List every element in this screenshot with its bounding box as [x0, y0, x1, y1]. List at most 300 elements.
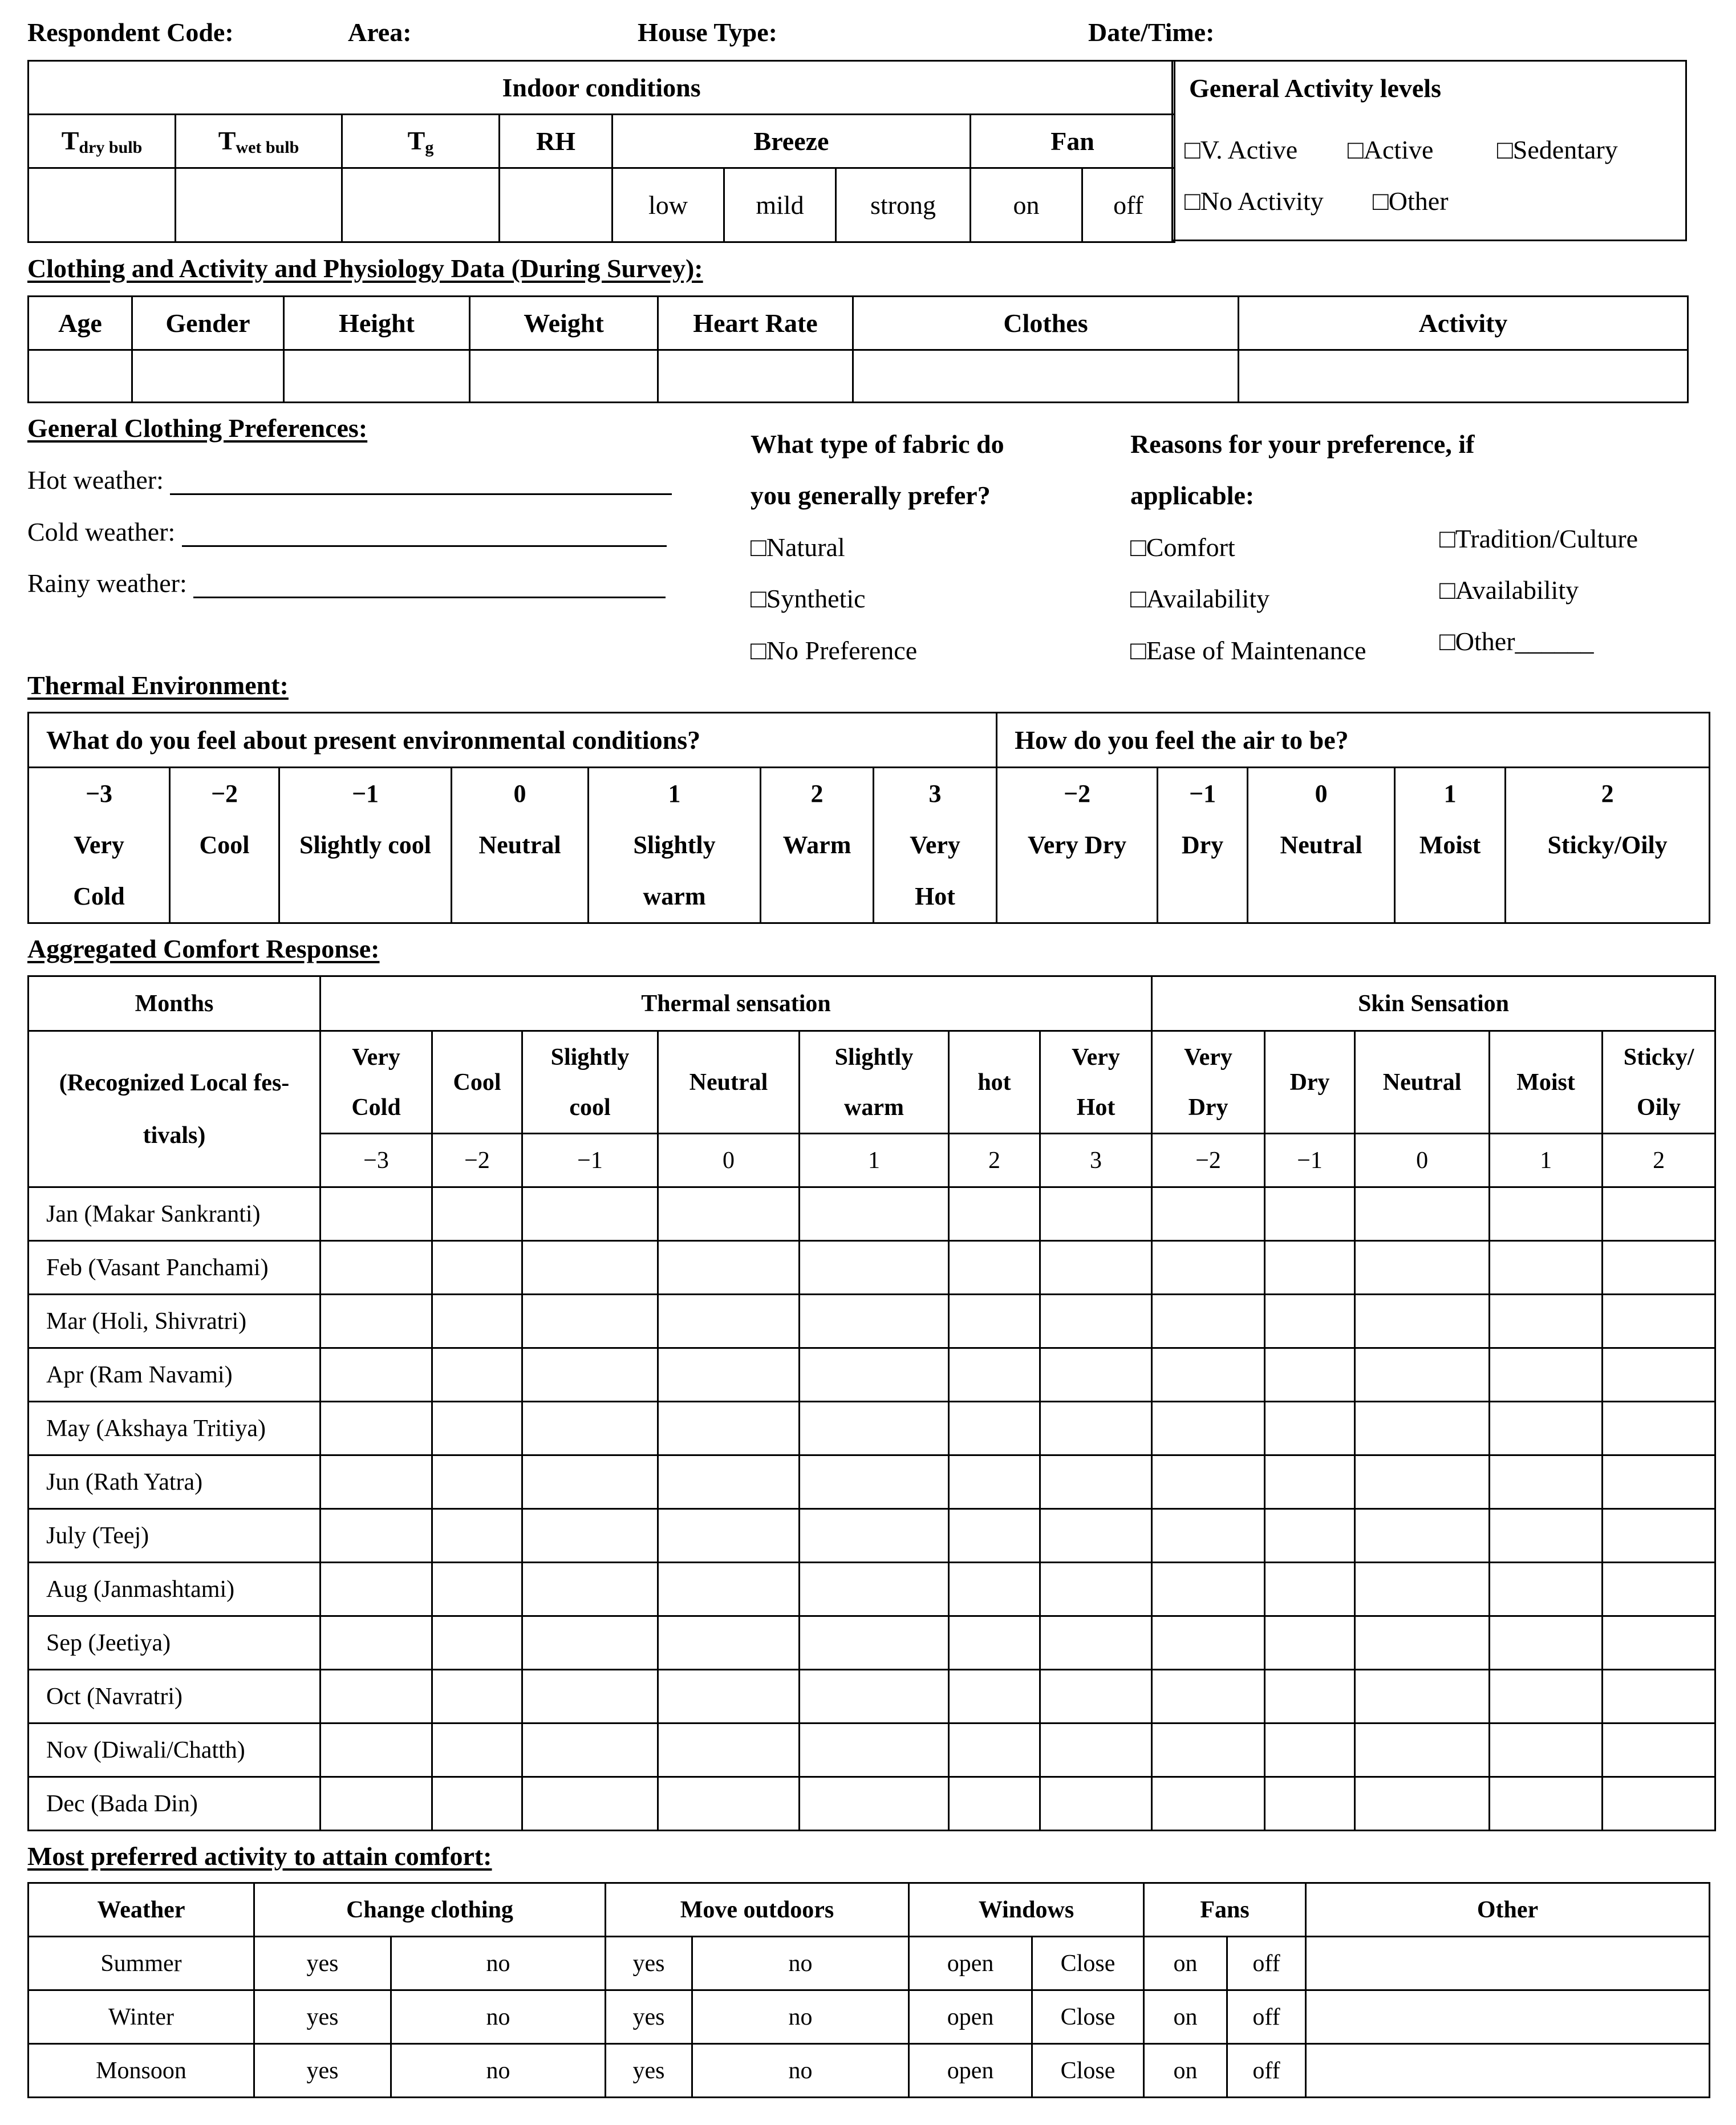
checkbox-availability[interactable]: □Availability [1130, 584, 1270, 613]
rating-cell[interactable] [658, 1563, 800, 1616]
checkbox-tradition-culture[interactable]: □Tradition/Culture [1439, 524, 1638, 553]
rating-cell[interactable] [1152, 1348, 1265, 1402]
rating-cell[interactable] [949, 1563, 1040, 1616]
rating-cell[interactable] [321, 1616, 432, 1670]
pref-row-winter [29, 1990, 1710, 2044]
rating-cell[interactable] [1152, 1563, 1265, 1616]
pref-header-windows: Windows [909, 1883, 1144, 1937]
pref-option-no[interactable]: no [692, 1937, 909, 1990]
rating-cell[interactable] [1265, 1348, 1355, 1402]
rating-cell[interactable] [321, 1777, 432, 1831]
rating-cell[interactable] [1490, 1402, 1603, 1455]
t-wet-bulb-input[interactable] [176, 168, 342, 242]
rating-cell[interactable] [800, 1348, 949, 1402]
rating-cell[interactable] [949, 1509, 1040, 1563]
rating-cell[interactable] [1603, 1777, 1715, 1831]
col-weight: Weight [470, 297, 658, 350]
fabric-question-line2: you generally prefer? [751, 481, 991, 510]
rating-cell[interactable] [432, 1670, 522, 1723]
month-row [29, 1241, 1715, 1295]
rating-cell[interactable] [1355, 1241, 1490, 1295]
rating-cell[interactable] [1152, 1723, 1265, 1777]
rating-cell[interactable] [1603, 1348, 1715, 1402]
pref-option-yes[interactable]: yes [254, 1990, 391, 2044]
heart-rate-input[interactable] [658, 350, 853, 403]
rating-cell[interactable] [1603, 1563, 1715, 1616]
month-label: Aug (Janmashtami) [29, 1563, 321, 1616]
clothing-activity-table [27, 295, 1689, 403]
pref-row-summer [29, 1937, 1710, 1990]
pref-option-no[interactable]: no [692, 2044, 909, 2098]
rating-cell[interactable] [658, 1777, 800, 1831]
gender-input[interactable] [132, 350, 284, 403]
rating-cell[interactable] [949, 1670, 1040, 1723]
rating-cell[interactable] [1152, 1241, 1265, 1295]
thermal-option-cool[interactable]: −2 Cool [170, 768, 279, 923]
rating-cell[interactable] [1603, 1295, 1715, 1348]
rating-cell[interactable] [522, 1455, 658, 1509]
rating-cell[interactable] [522, 1777, 658, 1831]
rating-cell[interactable] [800, 1616, 949, 1670]
rating-cell[interactable] [1152, 1670, 1265, 1723]
preferred-activity-table [27, 1882, 1710, 2098]
rating-cell[interactable] [432, 1723, 522, 1777]
rating-cell[interactable] [658, 1187, 800, 1241]
rating-cell[interactable] [949, 1295, 1040, 1348]
thermal-environment-table [27, 712, 1710, 924]
rating-cell[interactable] [800, 1723, 949, 1777]
rh-header: RH [500, 115, 613, 168]
rating-cell[interactable] [1040, 1348, 1152, 1402]
rainy-weather-label: Rainy weather: [27, 569, 187, 598]
date-time-label: Date/Time: [1088, 18, 1215, 47]
checkbox-other-activity[interactable]: □Other [1373, 186, 1449, 216]
rating-cell[interactable] [800, 1777, 949, 1831]
rating-cell[interactable] [1040, 1563, 1152, 1616]
thermal-option-very-cold[interactable]: −3 Very Cold [29, 768, 170, 923]
activity-levels-title: General Activity levels [1189, 74, 1441, 103]
month-row [29, 1509, 1715, 1563]
rating-cell[interactable] [432, 1616, 522, 1670]
rating-cell[interactable] [432, 1777, 522, 1831]
agg-thermal-neutral: Neutral [658, 1031, 800, 1134]
month-label: Jun (Rath Yatra) [29, 1455, 321, 1509]
rating-cell[interactable] [1490, 1616, 1603, 1670]
rating-cell[interactable] [949, 1616, 1040, 1670]
month-label: May (Akshaya Tritiya) [29, 1402, 321, 1455]
cold-weather-label: Cold weather: [27, 517, 176, 546]
rating-cell[interactable] [522, 1563, 658, 1616]
rating-cell[interactable] [522, 1348, 658, 1402]
pref-option-open[interactable]: open [909, 2044, 1032, 2098]
pref-option-off[interactable]: off [1227, 2044, 1306, 2098]
rating-cell[interactable] [800, 1187, 949, 1241]
pref-option-open[interactable]: open [909, 1990, 1032, 2044]
pref-option-yes[interactable]: yes [606, 1937, 692, 1990]
checkbox-active[interactable]: □Active [1348, 135, 1434, 164]
rating-cell[interactable] [1355, 1187, 1490, 1241]
pref-option-no[interactable]: no [692, 1990, 909, 2044]
pref-header-fans: Fans [1144, 1883, 1306, 1937]
rating-cell[interactable] [658, 1509, 800, 1563]
agg-scale-num: −3 [321, 1134, 432, 1187]
rating-cell[interactable] [522, 1402, 658, 1455]
agg-scale-num: −1 [1265, 1134, 1355, 1187]
checkbox-natural[interactable]: □Natural [751, 533, 845, 562]
col-age: Age [29, 297, 132, 350]
agg-scale-num: −2 [432, 1134, 522, 1187]
rating-cell[interactable] [1603, 1616, 1715, 1670]
pref-option-close[interactable]: Close [1032, 2044, 1144, 2098]
rating-cell[interactable] [800, 1670, 949, 1723]
thermal-scale-row [29, 768, 1710, 923]
rating-cell[interactable] [1490, 1723, 1603, 1777]
pref-option-no[interactable]: no [391, 2044, 606, 2098]
breeze-strong[interactable]: strong [836, 168, 971, 242]
thermal-question: What do you feel about present environmental conditions? [29, 713, 997, 768]
rating-cell[interactable] [1355, 1616, 1490, 1670]
pref-option-yes[interactable]: yes [606, 1990, 692, 2044]
pref-option-yes[interactable]: yes [254, 1937, 391, 1990]
rating-cell[interactable] [949, 1348, 1040, 1402]
rating-cell[interactable] [1603, 1509, 1715, 1563]
thermal-option-warm[interactable]: 2 Warm [761, 768, 874, 923]
pref-option-close[interactable]: Close [1032, 1990, 1144, 2044]
rating-cell[interactable] [1152, 1187, 1265, 1241]
indoor-conditions-title: Indoor conditions [29, 61, 1175, 115]
air-option-dry[interactable]: −1 Dry [1158, 768, 1248, 923]
rating-cell[interactable] [321, 1348, 432, 1402]
checkbox-no-preference[interactable]: □No Preference [751, 636, 918, 665]
rating-cell[interactable] [1265, 1563, 1355, 1616]
thermal-environment-title: Thermal Environment: [27, 671, 289, 700]
t-dry-bulb-input[interactable] [29, 168, 176, 242]
checkbox-sedentary[interactable]: □Sedentary [1497, 135, 1618, 164]
rating-cell[interactable] [1265, 1295, 1355, 1348]
age-input[interactable] [29, 350, 132, 403]
rating-cell[interactable] [1355, 1295, 1490, 1348]
pref-option-on[interactable]: on [1144, 2044, 1227, 2098]
rating-cell[interactable] [432, 1241, 522, 1295]
agg-scale-num: 3 [1040, 1134, 1152, 1187]
thermal-option-neutral[interactable]: 0 Neutral [452, 768, 589, 923]
rating-cell[interactable] [1265, 1670, 1355, 1723]
rating-cell[interactable] [1490, 1563, 1603, 1616]
rating-cell[interactable] [321, 1241, 432, 1295]
pref-option-off[interactable]: off [1227, 1990, 1306, 2044]
area-label: Area: [348, 18, 412, 47]
rating-cell[interactable] [1490, 1777, 1603, 1831]
rating-cell[interactable] [321, 1509, 432, 1563]
t-globe-input[interactable] [342, 168, 500, 242]
rating-cell[interactable] [432, 1509, 522, 1563]
rating-cell[interactable] [1152, 1616, 1265, 1670]
rating-cell[interactable] [1355, 1455, 1490, 1509]
rating-cell[interactable] [1603, 1455, 1715, 1509]
rating-cell[interactable] [1490, 1348, 1603, 1402]
month-label: Nov (Diwali/Chatth) [29, 1723, 321, 1777]
month-label: Sep (Jeetiya) [29, 1616, 321, 1670]
checkbox-comfort[interactable]: □Comfort [1130, 533, 1235, 562]
rating-cell[interactable] [321, 1563, 432, 1616]
fabric-question-line1: What type of fabric do [751, 429, 1004, 459]
agg-scale-num: 2 [949, 1134, 1040, 1187]
rating-cell[interactable] [321, 1187, 432, 1241]
air-option-very-dry[interactable]: −2 Very Dry [997, 768, 1158, 923]
pref-header-weather: Weather [29, 1883, 254, 1937]
air-option-neutral[interactable]: 0 Neutral [1248, 768, 1395, 923]
rating-cell[interactable] [800, 1563, 949, 1616]
rating-cell[interactable] [800, 1402, 949, 1455]
rating-cell[interactable] [1265, 1187, 1355, 1241]
air-option-moist[interactable]: 1 Moist [1395, 768, 1506, 923]
col-height: Height [284, 297, 470, 350]
rating-cell[interactable] [522, 1187, 658, 1241]
rating-cell[interactable] [1490, 1509, 1603, 1563]
rating-cell[interactable] [1265, 1723, 1355, 1777]
height-input[interactable] [284, 350, 470, 403]
agg-thermal-very-cold: Very Cold [321, 1031, 432, 1134]
month-row [29, 1348, 1715, 1402]
pref-weather-label: Winter [29, 1990, 254, 2044]
activity-levels-box [1171, 60, 1687, 241]
rating-cell[interactable] [1490, 1455, 1603, 1509]
pref-other-input[interactable] [1306, 1990, 1710, 2044]
month-label: Dec (Bada Din) [29, 1777, 321, 1831]
rating-cell[interactable] [1355, 1670, 1490, 1723]
month-row [29, 1402, 1715, 1455]
thermal-option-slightly-warm[interactable]: 1 Slightly warm [589, 768, 761, 923]
agg-skin-neutral: Neutral [1355, 1031, 1490, 1134]
pref-option-off[interactable]: off [1227, 1937, 1306, 1990]
hot-weather-line[interactable] [170, 468, 672, 495]
breeze-low[interactable]: low [613, 168, 724, 242]
month-row [29, 1616, 1715, 1670]
checkbox-availability-2[interactable]: □Availability [1439, 575, 1579, 605]
rating-cell[interactable] [1040, 1616, 1152, 1670]
pref-option-close[interactable]: Close [1032, 1937, 1144, 1990]
agg-skin-very-dry: Very Dry [1152, 1031, 1265, 1134]
rating-cell[interactable] [522, 1670, 658, 1723]
month-row [29, 1777, 1715, 1831]
rating-cell[interactable] [1040, 1670, 1152, 1723]
rating-cell[interactable] [1490, 1670, 1603, 1723]
rating-cell[interactable] [1355, 1777, 1490, 1831]
pref-option-open[interactable]: open [909, 1937, 1032, 1990]
t-wet-bulb-header: $T_{wet bulb}$ [176, 115, 342, 168]
rating-cell[interactable] [1490, 1295, 1603, 1348]
agg-thermal-hot: hot [949, 1031, 1040, 1134]
rating-cell[interactable] [432, 1187, 522, 1241]
rating-cell[interactable] [432, 1402, 522, 1455]
pref-option-yes[interactable]: yes [254, 2044, 391, 2098]
rating-cell[interactable] [658, 1241, 800, 1295]
fan-on[interactable]: on [971, 168, 1082, 242]
reasons-question-line2: applicable: [1130, 481, 1255, 510]
month-label: Feb (Vasant Panchami) [29, 1241, 321, 1295]
checkbox-ease-of-maintenance[interactable]: □Ease of Maintenance [1130, 636, 1366, 665]
month-label: Apr (Ram Navami) [29, 1348, 321, 1402]
rating-cell[interactable] [1265, 1402, 1355, 1455]
pref-row-monsoon [29, 2044, 1710, 2098]
indoor-conditions-table [27, 60, 1175, 243]
rating-cell[interactable] [1355, 1723, 1490, 1777]
checkbox-other-reason[interactable]: □Other______ [1439, 627, 1594, 656]
rating-cell[interactable] [949, 1455, 1040, 1509]
checkbox-synthetic[interactable]: □Synthetic [751, 584, 866, 613]
air-option-sticky-oily[interactable]: 2 Sticky/Oily [1506, 768, 1710, 923]
agg-thermal-very-hot: Very Hot [1040, 1031, 1152, 1134]
pref-other-input[interactable] [1306, 1937, 1710, 1990]
rating-cell[interactable] [1603, 1723, 1715, 1777]
rating-cell[interactable] [1152, 1777, 1265, 1831]
rating-cell[interactable] [1152, 1402, 1265, 1455]
rating-cell[interactable] [1040, 1241, 1152, 1295]
fan-off[interactable]: off [1082, 168, 1175, 242]
pref-option-no[interactable]: no [391, 1990, 606, 2044]
rating-cell[interactable] [1152, 1455, 1265, 1509]
rating-cell[interactable] [1603, 1670, 1715, 1723]
rating-cell[interactable] [1040, 1509, 1152, 1563]
checkbox-no-activity[interactable]: □No Activity [1185, 186, 1324, 216]
rating-cell[interactable] [1265, 1616, 1355, 1670]
rating-cell[interactable] [1040, 1187, 1152, 1241]
agg-thermal-cool: Cool [432, 1031, 522, 1134]
activity-input[interactable] [1239, 350, 1688, 403]
rating-cell[interactable] [658, 1670, 800, 1723]
hot-weather-label: Hot weather: [27, 465, 164, 494]
rating-cell[interactable] [658, 1723, 800, 1777]
rating-cell[interactable] [432, 1348, 522, 1402]
rating-cell[interactable] [522, 1509, 658, 1563]
rating-cell[interactable] [522, 1616, 658, 1670]
rating-cell[interactable] [522, 1241, 658, 1295]
pref-option-on[interactable]: on [1144, 1990, 1227, 2044]
rating-cell[interactable] [1603, 1402, 1715, 1455]
rating-cell[interactable] [1265, 1777, 1355, 1831]
rating-cell[interactable] [800, 1509, 949, 1563]
skin-sensation-header: Skin Sensation [1152, 976, 1715, 1031]
rating-cell[interactable] [321, 1402, 432, 1455]
rating-cell[interactable] [1040, 1455, 1152, 1509]
pref-other-input[interactable] [1306, 2044, 1710, 2098]
clothing-preferences-title: General Clothing Preferences: [27, 413, 368, 443]
rating-cell[interactable] [321, 1723, 432, 1777]
rating-cell[interactable] [1040, 1723, 1152, 1777]
pref-option-on[interactable]: on [1144, 1937, 1227, 1990]
rating-cell[interactable] [1265, 1241, 1355, 1295]
rating-cell[interactable] [1152, 1295, 1265, 1348]
rating-cell[interactable] [1490, 1241, 1603, 1295]
pref-option-yes[interactable]: yes [606, 2044, 692, 2098]
month-row [29, 1670, 1715, 1723]
rating-cell[interactable] [1040, 1295, 1152, 1348]
rating-cell[interactable] [1355, 1402, 1490, 1455]
rating-cell[interactable] [800, 1455, 949, 1509]
month-label: July (Teej) [29, 1509, 321, 1563]
pref-option-no[interactable]: no [391, 1937, 606, 1990]
rating-cell[interactable] [949, 1723, 1040, 1777]
rating-cell[interactable] [1040, 1402, 1152, 1455]
rating-cell[interactable] [1152, 1509, 1265, 1563]
agg-scale-num: 1 [1490, 1134, 1603, 1187]
rating-cell[interactable] [321, 1295, 432, 1348]
rating-cell[interactable] [949, 1241, 1040, 1295]
rating-cell[interactable] [522, 1723, 658, 1777]
rating-cell[interactable] [432, 1563, 522, 1616]
rating-cell[interactable] [321, 1670, 432, 1723]
rating-cell[interactable] [949, 1187, 1040, 1241]
pref-weather-label: Monsoon [29, 2044, 254, 2098]
agg-thermal-slightly-cool: Slightly cool [522, 1031, 658, 1134]
rating-cell[interactable] [432, 1455, 522, 1509]
rating-cell[interactable] [1265, 1455, 1355, 1509]
rating-cell[interactable] [949, 1777, 1040, 1831]
rating-cell[interactable] [522, 1295, 658, 1348]
rainy-weather-line[interactable] [193, 571, 666, 598]
rating-cell[interactable] [1355, 1563, 1490, 1616]
month-row [29, 1295, 1715, 1348]
col-activity: Activity [1239, 297, 1688, 350]
agg-scale-num: 0 [658, 1134, 800, 1187]
month-row [29, 1563, 1715, 1616]
agg-scale-num: −2 [1152, 1134, 1265, 1187]
breeze-header: Breeze [613, 115, 971, 168]
rating-cell[interactable] [1603, 1187, 1715, 1241]
weight-input[interactable] [470, 350, 658, 403]
house-type-label: House Type: [638, 18, 777, 47]
rating-cell[interactable] [658, 1455, 800, 1509]
rating-cell[interactable] [658, 1616, 800, 1670]
rating-cell[interactable] [949, 1402, 1040, 1455]
clothes-input[interactable] [853, 350, 1239, 403]
rating-cell[interactable] [1603, 1241, 1715, 1295]
checkbox-v-active[interactable]: □V. Active [1185, 135, 1298, 164]
rating-cell[interactable] [658, 1348, 800, 1402]
rating-cell[interactable] [658, 1402, 800, 1455]
rating-cell[interactable] [1355, 1348, 1490, 1402]
rating-cell[interactable] [800, 1241, 949, 1295]
aggregated-comfort-title: Aggregated Comfort Response: [27, 934, 380, 963]
agg-skin-moist: Moist [1490, 1031, 1603, 1134]
rh-input[interactable] [500, 168, 613, 242]
pref-header-move-outdoors: Move outdoors [606, 1883, 909, 1937]
breeze-mild[interactable]: mild [724, 168, 836, 242]
rating-cell[interactable] [1265, 1509, 1355, 1563]
rating-cell[interactable] [1490, 1187, 1603, 1241]
agg-skin-sticky-oily: Sticky/ Oily [1603, 1031, 1715, 1134]
cold-weather-line[interactable] [182, 520, 667, 547]
month-row [29, 1455, 1715, 1509]
reasons-question-line1: Reasons for your preference, if [1130, 429, 1475, 459]
agg-scale-num: −1 [522, 1134, 658, 1187]
thermal-sensation-header: Thermal sensation [321, 976, 1152, 1031]
thermal-option-slightly-cool[interactable]: −1 Slightly cool [279, 768, 452, 923]
thermal-option-very-hot[interactable]: 3 Very Hot [874, 768, 997, 923]
months-subheader: (Recognized Local fes- tivals) [29, 1031, 321, 1187]
rating-cell[interactable] [432, 1295, 522, 1348]
cold-weather-row [27, 517, 683, 547]
fan-header: Fan [971, 115, 1175, 168]
col-gender: Gender [132, 297, 284, 350]
rating-cell[interactable] [1355, 1509, 1490, 1563]
rating-cell[interactable] [658, 1295, 800, 1348]
rating-cell[interactable] [800, 1295, 949, 1348]
rating-cell[interactable] [321, 1455, 432, 1509]
col-heart-rate: Heart Rate [658, 297, 853, 350]
t-globe-header: $T_g$ [342, 115, 500, 168]
rating-cell[interactable] [1040, 1777, 1152, 1831]
